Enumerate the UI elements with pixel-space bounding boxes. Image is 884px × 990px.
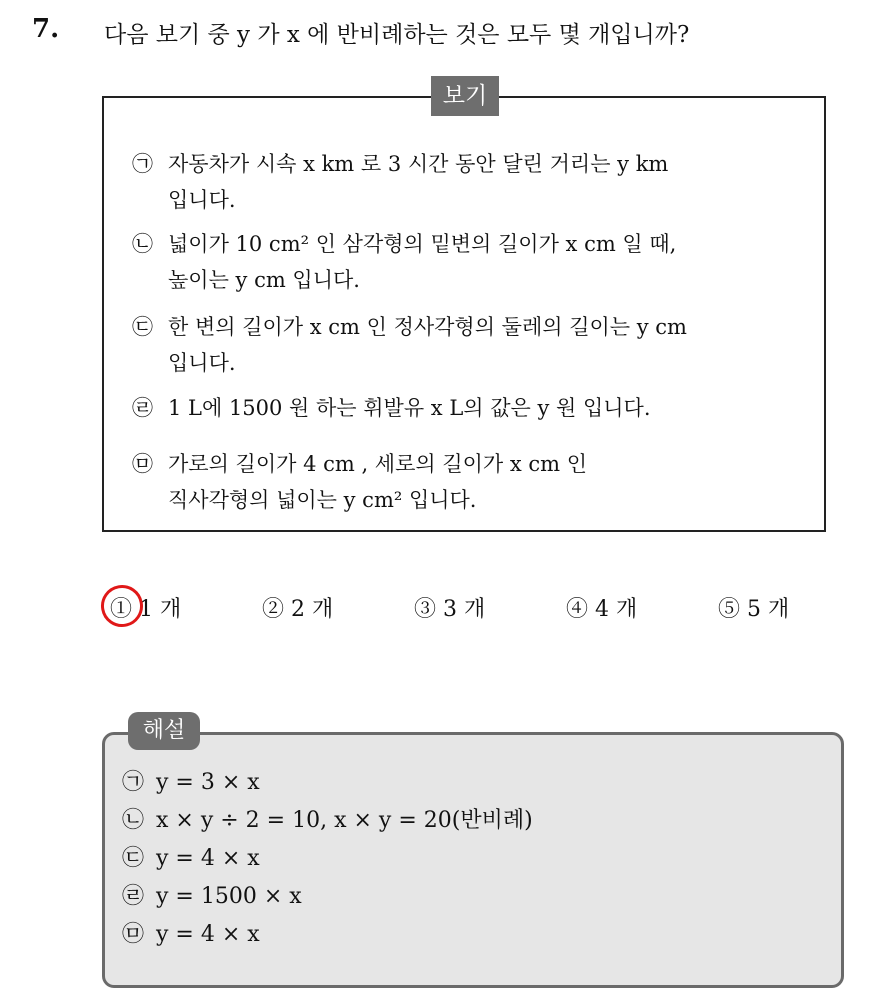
choice-2[interactable]: [262, 592, 333, 623]
item-line: 1 L에 1500 원 하는 휘발유 x L의 값은 y 원 입니다.: [168, 396, 651, 420]
item-line: 한 변의 길이가 x cm 인 정사각형의 둘레의 길이는 y cm: [168, 315, 687, 339]
item-line: 가로의 길이가 4 cm , 세로의 길이가 x cm 인: [168, 452, 588, 476]
choice-text: 4 개: [595, 597, 638, 622]
item-line: 직사각형의 넓이는 y cm² 입니다.: [168, 488, 477, 512]
solution-text: y = 1500 × x: [156, 884, 302, 909]
item-line: 입니다.: [168, 351, 236, 375]
example-item-2: [132, 226, 676, 298]
solution-text: x × y ÷ 2 = 10, x × y = 20(반비례): [156, 808, 533, 833]
solution-label: 해설: [128, 712, 200, 750]
solution-text: y = 4 × x: [156, 846, 260, 871]
example-item-1: [132, 146, 668, 218]
example-item-3: [132, 309, 687, 381]
item-mark: ㉢: [132, 315, 153, 339]
choice-mark: ③: [414, 597, 437, 622]
question-number: 7.: [32, 14, 60, 44]
choice-3[interactable]: [414, 592, 485, 623]
choice-mark: ②: [262, 597, 285, 622]
solution-text: y = 3 × x: [156, 770, 260, 795]
solution-mark: ㉡: [122, 808, 145, 833]
solution-text: y = 4 × x: [156, 922, 260, 947]
choice-text: 2 개: [291, 597, 334, 622]
choice-text: 5 개: [747, 597, 790, 622]
choice-4[interactable]: [566, 592, 637, 623]
item-line: 넓이가 10 cm² 인 삼각형의 밑변의 길이가 x cm 일 때,: [168, 232, 677, 256]
item-mark: ㉡: [132, 232, 153, 256]
example-item-5: [132, 446, 587, 518]
solution-mark: ㉣: [122, 884, 145, 909]
example-box-label: 보기: [431, 76, 499, 116]
solution-mark: ㉠: [122, 770, 145, 795]
solution-mark: ㉢: [122, 846, 145, 871]
solution-line-3: [122, 842, 260, 876]
choice-5[interactable]: [718, 592, 789, 623]
choice-mark: ⑤: [718, 597, 741, 622]
question-text: 다음 보기 중 y 가 x 에 반비례하는 것은 모두 몇 개입니까?: [104, 22, 690, 48]
choice-text: 3 개: [443, 597, 486, 622]
solution-line-1: [122, 766, 260, 800]
solution-line-5: [122, 918, 260, 952]
solution-mark: ㉤: [122, 922, 145, 947]
item-line: 입니다.: [168, 188, 236, 212]
choice-mark: ①: [110, 597, 133, 622]
item-mark: ㉤: [132, 452, 153, 476]
solution-line-2: [122, 804, 533, 838]
example-item-4: [132, 390, 651, 426]
item-line: 자동차가 시속 x km 로 3 시간 동안 달린 거리는 y km: [168, 152, 669, 176]
choice-text: 1 개: [139, 597, 182, 622]
solution-line-4: [122, 880, 302, 914]
item-line: 높이는 y cm 입니다.: [168, 268, 360, 292]
choice-mark: ④: [566, 597, 589, 622]
item-mark: ㉣: [132, 396, 153, 420]
item-mark: ㉠: [132, 152, 153, 176]
